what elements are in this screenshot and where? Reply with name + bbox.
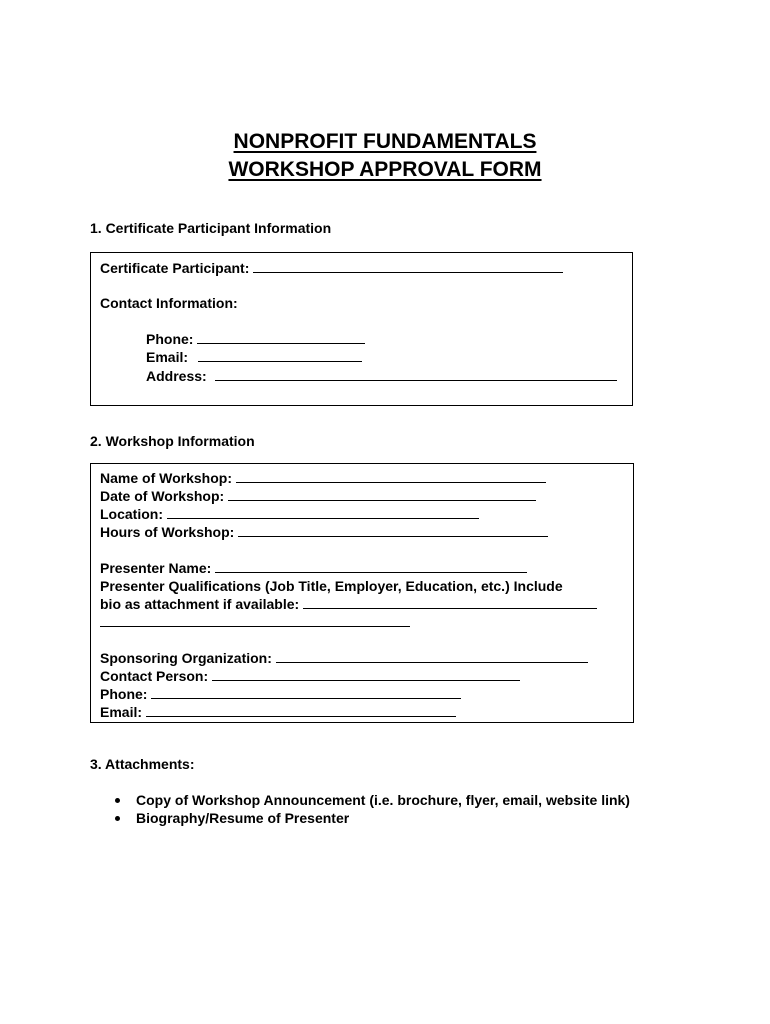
title-line-2: WORKSHOP APPROVAL FORM (228, 158, 542, 181)
contact-info-label: Contact Information: (100, 295, 238, 311)
email-field[interactable] (198, 349, 362, 362)
location-label: Location: (100, 506, 163, 522)
workshop-email-row (100, 703, 456, 721)
qualifications-line-1: Presenter Qualifications (Job Title, Employer, Education, etc.) Include (100, 578, 563, 594)
presenter-name-row (100, 559, 527, 577)
list-item (112, 809, 630, 827)
phone-row (146, 330, 365, 348)
form-title (0, 128, 770, 184)
location-row (100, 505, 479, 523)
phone-label: Phone: (146, 331, 194, 347)
workshop-email-label: Email: (100, 704, 143, 720)
workshop-phone-field[interactable] (151, 686, 461, 699)
title-line-1: NONPROFIT FUNDAMENTALS (233, 130, 537, 153)
hours-row (100, 523, 548, 541)
address-field[interactable] (215, 368, 617, 381)
list-item (112, 791, 630, 809)
section-3-heading: 3. Attachments: (90, 756, 195, 772)
workshop-email-field[interactable] (146, 704, 456, 717)
participant-label: Certificate Participant: (100, 260, 250, 276)
presenter-name-label: Presenter Name: (100, 560, 212, 576)
section-2-heading: 2. Workshop Information (90, 433, 255, 449)
sponsor-field[interactable] (276, 650, 588, 663)
hours-field[interactable] (238, 524, 548, 537)
attachments-list (112, 791, 630, 827)
participant-row (100, 259, 563, 277)
hours-label: Hours of Workshop: (100, 524, 235, 540)
workshop-name-field[interactable] (236, 470, 546, 483)
workshop-date-field[interactable] (228, 488, 536, 501)
sponsor-row (100, 649, 588, 667)
bullet-icon (115, 798, 120, 803)
phone-field[interactable] (197, 331, 365, 344)
workshop-date-row (100, 487, 536, 505)
workshop-name-label: Name of Workshop: (100, 470, 232, 486)
email-label: Email: (146, 349, 189, 365)
contact-person-label: Contact Person: (100, 668, 209, 684)
workshop-phone-row (100, 685, 461, 703)
sponsor-label: Sponsoring Organization: (100, 650, 272, 666)
attachment-item-2: Biography/Resume of Presenter (136, 810, 350, 826)
bullet-icon (115, 816, 120, 821)
contact-person-row (100, 667, 520, 685)
address-row (146, 367, 617, 385)
workshop-name-row (100, 469, 546, 487)
presenter-name-field[interactable] (215, 560, 527, 573)
workshop-phone-label: Phone: (100, 686, 148, 702)
attachment-item-1: Copy of Workshop Announcement (i.e. brochure, flyer, email, website link) (136, 792, 630, 808)
section-1-heading: 1. Certificate Participant Information (90, 220, 332, 236)
qualifications-row (100, 595, 597, 613)
location-field[interactable] (167, 506, 479, 519)
participant-field[interactable] (253, 260, 563, 273)
workshop-date-label: Date of Workshop: (100, 488, 225, 504)
qualifications-continuation-row (100, 613, 410, 631)
qualifications-field[interactable] (303, 596, 597, 609)
address-label: Address: (146, 368, 207, 384)
qualifications-label: bio as attachment if available: (100, 596, 300, 612)
email-row (146, 348, 362, 366)
contact-person-field[interactable] (212, 668, 520, 681)
qualifications-continuation-field[interactable] (100, 614, 410, 627)
